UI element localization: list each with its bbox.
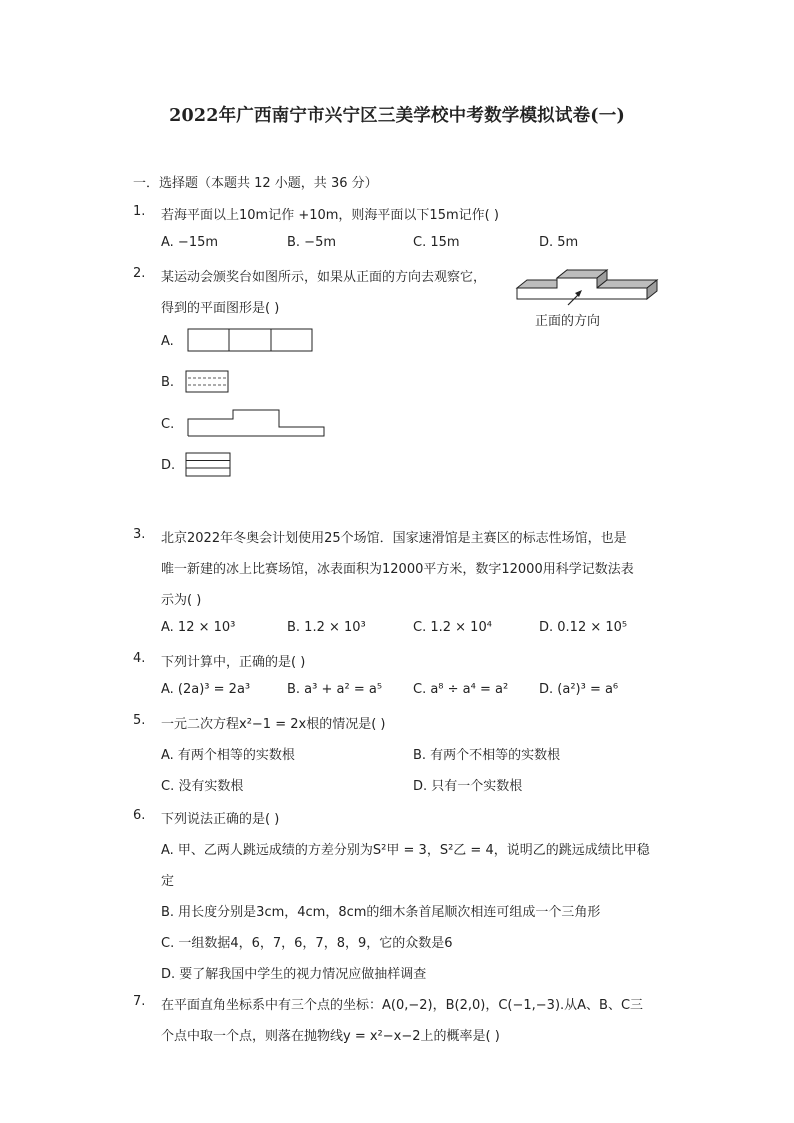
question-stem: 若海平面以上10m记作 +10m，则海平面以下15m记作( ) [161,208,499,223]
option-c: C. a⁸ ÷ a⁴ = a² [413,682,509,697]
option-d: D. 只有一个实数根 [413,779,523,794]
option-a-figure [187,328,315,354]
option-d-figure [185,452,233,478]
option-a: A. 甲、乙两人跳远成绩的方差分别为S²甲 = 3，S²乙 = 4，说明乙的跳远成绩比甲稳 [161,843,650,858]
option-d: D. 5m [539,235,579,250]
option-c: C. [161,417,175,432]
option-a-continued: 定 [161,874,175,889]
question-number: 7. [133,994,146,1009]
question-stem: 示为( ) [161,593,202,608]
question-stem: 个点中取一个点，则落在抛物线y = x²−x−2上的概率是( ) [161,1029,500,1044]
option-b: B. −5m [287,235,337,250]
option-c: C. 1.2 × 10⁴ [413,620,492,635]
option-c: C. 15m [413,235,460,250]
option-b: B. [161,375,175,390]
option-b: B. 1.2 × 10³ [287,620,366,635]
option-d: D. 0.12 × 10⁵ [539,620,628,635]
option-d: D. (a²)³ = a⁶ [539,682,619,697]
option-d: D. 要了解我国中学生的视力情况应做抽样调查 [161,967,427,982]
section-heading: 一．选择题（本题共 12 小题，共 36 分） [133,176,378,191]
question-stem: 一元二次方程x²−1 = 2x根的情况是( ) [161,717,386,732]
figure-caption: 正面的方向 [535,314,601,329]
option-b: B. 用长度分别是3cm，4cm，8cm的细木条首尾顺次相连可组成一个三角形 [161,905,601,920]
option-b: B. a³ + a² = a⁵ [287,682,383,697]
arrow-icon [560,285,590,309]
question-number: 4. [133,651,146,666]
question-stem: 下列计算中，正确的是( ) [161,655,306,670]
question-number: 5. [133,713,146,728]
option-a: A. −15m [161,235,219,250]
question-stem: 得到的平面图形是( ) [161,301,280,316]
option-a: A. (2a)³ = 2a³ [161,682,251,697]
question-number: 6. [133,808,146,823]
question-stem: 北京2022年冬奥会计划使用25个场馆．国家速滑馆是主赛区的标志性场馆，也是 [161,531,627,546]
option-c-figure [187,409,327,439]
option-d: D. [161,458,176,473]
page-title: 2022年广西南宁市兴宁区三美学校中考数学模拟试卷(一) [169,106,625,126]
question-stem: 唯一新建的冰上比赛场馆，冰表面积为12000平方米，数字12000用科学记数法表 [161,562,634,577]
option-c: C. 一组数据4，6，7，6，7，8，9，它的众数是6 [161,936,453,951]
question-number: 1. [133,204,146,219]
question-stem: 下列说法正确的是( ) [161,812,280,827]
question-stem: 在平面直角坐标系中有三个点的坐标：A(0,−2)，B(2,0)，C(−1,−3).从A、B、C三 [161,998,644,1013]
option-b-figure [185,370,231,394]
question-number: 2. [133,266,146,281]
question-stem: 某运动会颁奖台如图所示，如果从正面的方向去观察它， [161,270,487,285]
option-a: A. 有两个相等的实数根 [161,748,295,763]
option-a: A. 12 × 10³ [161,620,236,635]
option-a: A. [161,334,174,349]
option-b: B. 有两个不相等的实数根 [413,748,561,763]
option-c: C. 没有实数根 [161,779,244,794]
question-number: 3. [133,527,146,542]
